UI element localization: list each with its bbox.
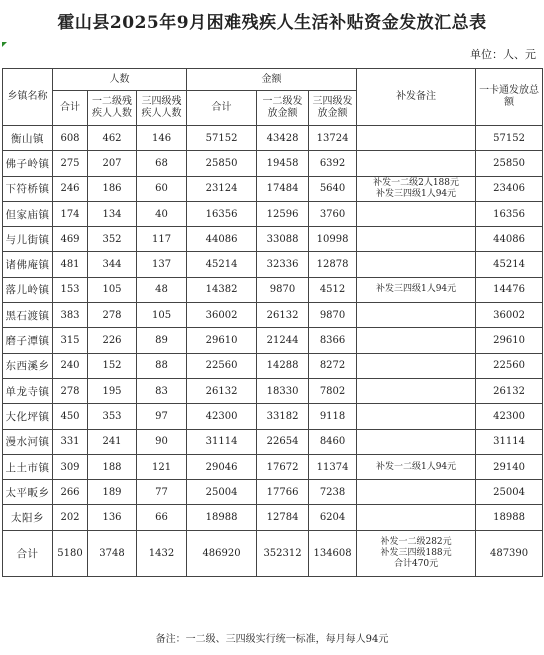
people-total-cell: 153 bbox=[53, 277, 88, 302]
amount-12-cell: 43428 bbox=[257, 126, 309, 151]
people-12-cell: 226 bbox=[88, 328, 137, 353]
town-cell: 漫水河镇 bbox=[3, 429, 53, 454]
amount-total-cell: 45214 bbox=[187, 252, 257, 277]
header-people-12: 一二级残疾人人数 bbox=[88, 91, 137, 126]
people-total-cell: 174 bbox=[53, 201, 88, 226]
people-34-cell: 88 bbox=[137, 353, 187, 378]
town-cell: 与儿街镇 bbox=[3, 227, 53, 252]
remark-cell: 补发一二级2人188元 补发三四级1人94元 bbox=[357, 176, 476, 201]
amount-total-cell: 57152 bbox=[187, 126, 257, 151]
people-34-cell: 89 bbox=[137, 328, 187, 353]
amount-34-cell: 8366 bbox=[309, 328, 357, 353]
table-row bbox=[3, 480, 543, 505]
card-total-cell: 29610 bbox=[476, 328, 543, 353]
header-amount-total: 合计 bbox=[187, 91, 257, 126]
town-cell: 东西溪乡 bbox=[3, 353, 53, 378]
amount-34-cell: 6392 bbox=[309, 151, 357, 176]
people-34-cell: 60 bbox=[137, 176, 187, 201]
total-label: 合计 bbox=[3, 530, 53, 576]
card-total-cell: 57152 bbox=[476, 126, 543, 151]
footer-note: 备注：一二级、三四级实行统一标准，每月每人94元 bbox=[155, 634, 389, 645]
people-12-cell: 241 bbox=[88, 429, 137, 454]
people-12-cell: 352 bbox=[88, 227, 137, 252]
town-cell: 落儿岭镇 bbox=[3, 277, 53, 302]
amount-12-cell: 18330 bbox=[257, 378, 309, 403]
people-12-cell: 186 bbox=[88, 176, 137, 201]
amount-34-cell: 7238 bbox=[309, 480, 357, 505]
amount-12-cell: 33088 bbox=[257, 227, 309, 252]
people-34-cell: 97 bbox=[137, 404, 187, 429]
people-total-cell: 481 bbox=[53, 252, 88, 277]
amount-total-cell: 42300 bbox=[187, 404, 257, 429]
table-body bbox=[3, 126, 543, 531]
people-total-cell: 383 bbox=[53, 303, 88, 328]
people-34-cell: 105 bbox=[137, 303, 187, 328]
remark-cell bbox=[357, 303, 476, 328]
remark-cell bbox=[357, 151, 476, 176]
amount-34-cell: 9118 bbox=[309, 404, 357, 429]
people-total-cell: 278 bbox=[53, 378, 88, 403]
town-cell: 太阳乡 bbox=[3, 505, 53, 530]
amount-total-cell: 29610 bbox=[187, 328, 257, 353]
remark-cell bbox=[357, 353, 476, 378]
amount-12-cell: 12596 bbox=[257, 201, 309, 226]
table-row bbox=[3, 429, 543, 454]
people-34-cell: 117 bbox=[137, 227, 187, 252]
amount-12-cell: 26132 bbox=[257, 303, 309, 328]
people-12-cell: 136 bbox=[88, 505, 137, 530]
amount-34-cell: 7802 bbox=[309, 378, 357, 403]
total-people-34: 1432 bbox=[137, 530, 187, 576]
amount-total-cell: 25850 bbox=[187, 151, 257, 176]
people-total-cell: 608 bbox=[53, 126, 88, 151]
people-34-cell: 137 bbox=[137, 252, 187, 277]
card-total-cell: 42300 bbox=[476, 404, 543, 429]
table-row bbox=[3, 328, 543, 353]
total-amount-34: 134608 bbox=[309, 530, 357, 576]
people-total-cell: 202 bbox=[53, 505, 88, 530]
header-amount-12: 一二级发放金额 bbox=[257, 91, 309, 126]
card-total-cell: 29140 bbox=[476, 454, 543, 479]
amount-34-cell: 11374 bbox=[309, 454, 357, 479]
unit-label: 单位：人、元 bbox=[470, 48, 536, 61]
town-cell: 但家庙镇 bbox=[3, 201, 53, 226]
town-cell: 佛子岭镇 bbox=[3, 151, 53, 176]
page-title: 霍山县2025年9月困难残疾人生活补贴资金发放汇总表 bbox=[57, 13, 487, 33]
remark-cell bbox=[357, 126, 476, 151]
people-12-cell: 134 bbox=[88, 201, 137, 226]
table-row bbox=[3, 227, 543, 252]
amount-34-cell: 4512 bbox=[309, 277, 357, 302]
card-total-cell: 25850 bbox=[476, 151, 543, 176]
people-total-cell: 309 bbox=[53, 454, 88, 479]
people-12-cell: 207 bbox=[88, 151, 137, 176]
people-34-cell: 146 bbox=[137, 126, 187, 151]
amount-12-cell: 22654 bbox=[257, 429, 309, 454]
town-cell: 太平畈乡 bbox=[3, 480, 53, 505]
people-total-cell: 246 bbox=[53, 176, 88, 201]
table-row bbox=[3, 505, 543, 530]
amount-total-cell: 44086 bbox=[187, 227, 257, 252]
table-row bbox=[3, 353, 543, 378]
table-row bbox=[3, 201, 543, 226]
total-card: 487390 bbox=[476, 530, 543, 576]
amount-34-cell: 5640 bbox=[309, 176, 357, 201]
remark-cell bbox=[357, 227, 476, 252]
remark-cell bbox=[357, 252, 476, 277]
table-row bbox=[3, 126, 543, 151]
people-34-cell: 121 bbox=[137, 454, 187, 479]
people-34-cell: 68 bbox=[137, 151, 187, 176]
total-amount-12: 352312 bbox=[257, 530, 309, 576]
town-cell: 上土市镇 bbox=[3, 454, 53, 479]
amount-34-cell: 10998 bbox=[309, 227, 357, 252]
amount-total-cell: 18988 bbox=[187, 505, 257, 530]
remark-cell bbox=[357, 378, 476, 403]
card-total-cell: 22560 bbox=[476, 353, 543, 378]
table-row bbox=[3, 378, 543, 403]
header-town: 乡镇名称 bbox=[3, 69, 53, 126]
people-12-cell: 152 bbox=[88, 353, 137, 378]
table-row bbox=[3, 454, 543, 479]
amount-12-cell: 32336 bbox=[257, 252, 309, 277]
remark-cell bbox=[357, 505, 476, 530]
people-12-cell: 195 bbox=[88, 378, 137, 403]
amount-34-cell: 8460 bbox=[309, 429, 357, 454]
remark-cell: 补发三四级1人94元 bbox=[357, 277, 476, 302]
amount-total-cell: 14382 bbox=[187, 277, 257, 302]
people-34-cell: 66 bbox=[137, 505, 187, 530]
card-total-cell: 36002 bbox=[476, 303, 543, 328]
amount-total-cell: 23124 bbox=[187, 176, 257, 201]
total-amount: 486920 bbox=[187, 530, 257, 576]
amount-34-cell: 13724 bbox=[309, 126, 357, 151]
people-34-cell: 40 bbox=[137, 201, 187, 226]
amount-total-cell: 16356 bbox=[187, 201, 257, 226]
people-total-cell: 469 bbox=[53, 227, 88, 252]
amount-12-cell: 17672 bbox=[257, 454, 309, 479]
people-12-cell: 278 bbox=[88, 303, 137, 328]
amount-12-cell: 21244 bbox=[257, 328, 309, 353]
people-total-cell: 275 bbox=[53, 151, 88, 176]
total-remark: 补发一二级282元 补发三四级188元 合计470元 bbox=[357, 530, 476, 576]
people-total-cell: 266 bbox=[53, 480, 88, 505]
people-total-cell: 315 bbox=[53, 328, 88, 353]
header-people-group: 人数 bbox=[53, 69, 187, 91]
header-card-total: 一卡通发放总额 bbox=[476, 69, 543, 126]
card-total-cell: 18988 bbox=[476, 505, 543, 530]
people-total-cell: 450 bbox=[53, 404, 88, 429]
amount-12-cell: 19458 bbox=[257, 151, 309, 176]
card-total-cell: 31114 bbox=[476, 429, 543, 454]
amount-34-cell: 9870 bbox=[309, 303, 357, 328]
amount-total-cell: 25004 bbox=[187, 480, 257, 505]
card-total-cell: 26132 bbox=[476, 378, 543, 403]
total-people-12: 3748 bbox=[88, 530, 137, 576]
people-12-cell: 105 bbox=[88, 277, 137, 302]
people-12-cell: 188 bbox=[88, 454, 137, 479]
header-people-total: 合计 bbox=[53, 91, 88, 126]
cell-marker bbox=[2, 42, 7, 47]
people-34-cell: 48 bbox=[137, 277, 187, 302]
card-total-cell: 25004 bbox=[476, 480, 543, 505]
table-row bbox=[3, 277, 543, 302]
people-12-cell: 462 bbox=[88, 126, 137, 151]
table-row bbox=[3, 176, 543, 201]
amount-12-cell: 12784 bbox=[257, 505, 309, 530]
amount-total-cell: 31114 bbox=[187, 429, 257, 454]
town-cell: 黑石渡镇 bbox=[3, 303, 53, 328]
town-cell: 诸佛庵镇 bbox=[3, 252, 53, 277]
card-total-cell: 14476 bbox=[476, 277, 543, 302]
people-total-cell: 331 bbox=[53, 429, 88, 454]
remark-cell bbox=[357, 480, 476, 505]
people-total-cell: 240 bbox=[53, 353, 88, 378]
card-total-cell: 44086 bbox=[476, 227, 543, 252]
town-cell: 大化坪镇 bbox=[3, 404, 53, 429]
amount-total-cell: 36002 bbox=[187, 303, 257, 328]
header-remark: 补发备注 bbox=[357, 69, 476, 126]
table-row bbox=[3, 404, 543, 429]
people-34-cell: 83 bbox=[137, 378, 187, 403]
amount-total-cell: 29046 bbox=[187, 454, 257, 479]
amount-12-cell: 17484 bbox=[257, 176, 309, 201]
town-cell: 单龙寺镇 bbox=[3, 378, 53, 403]
amount-34-cell: 6204 bbox=[309, 505, 357, 530]
amount-34-cell: 12878 bbox=[309, 252, 357, 277]
town-cell: 衡山镇 bbox=[3, 126, 53, 151]
people-12-cell: 344 bbox=[88, 252, 137, 277]
summary-table bbox=[2, 68, 543, 577]
amount-12-cell: 14288 bbox=[257, 353, 309, 378]
remark-cell: 补发一二级1人94元 bbox=[357, 454, 476, 479]
total-people: 5180 bbox=[53, 530, 88, 576]
remark-cell bbox=[357, 328, 476, 353]
header-people-34: 三四级残疾人人数 bbox=[137, 91, 187, 126]
table-row bbox=[3, 303, 543, 328]
amount-12-cell: 17766 bbox=[257, 480, 309, 505]
table-row bbox=[3, 252, 543, 277]
card-total-cell: 23406 bbox=[476, 176, 543, 201]
remark-cell bbox=[357, 429, 476, 454]
amount-34-cell: 8272 bbox=[309, 353, 357, 378]
total-row bbox=[3, 530, 543, 576]
town-cell: 磨子潭镇 bbox=[3, 328, 53, 353]
people-34-cell: 90 bbox=[137, 429, 187, 454]
table-row bbox=[3, 151, 543, 176]
remark-cell bbox=[357, 404, 476, 429]
amount-12-cell: 9870 bbox=[257, 277, 309, 302]
amount-12-cell: 33182 bbox=[257, 404, 309, 429]
town-cell: 下符桥镇 bbox=[3, 176, 53, 201]
amount-34-cell: 3760 bbox=[309, 201, 357, 226]
amount-total-cell: 22560 bbox=[187, 353, 257, 378]
people-34-cell: 77 bbox=[137, 480, 187, 505]
header-amount-34: 三四级发放金额 bbox=[309, 91, 357, 126]
amount-total-cell: 26132 bbox=[187, 378, 257, 403]
header-amount-group: 金额 bbox=[187, 69, 357, 91]
remark-cell bbox=[357, 201, 476, 226]
people-12-cell: 189 bbox=[88, 480, 137, 505]
card-total-cell: 45214 bbox=[476, 252, 543, 277]
people-12-cell: 353 bbox=[88, 404, 137, 429]
card-total-cell: 16356 bbox=[476, 201, 543, 226]
